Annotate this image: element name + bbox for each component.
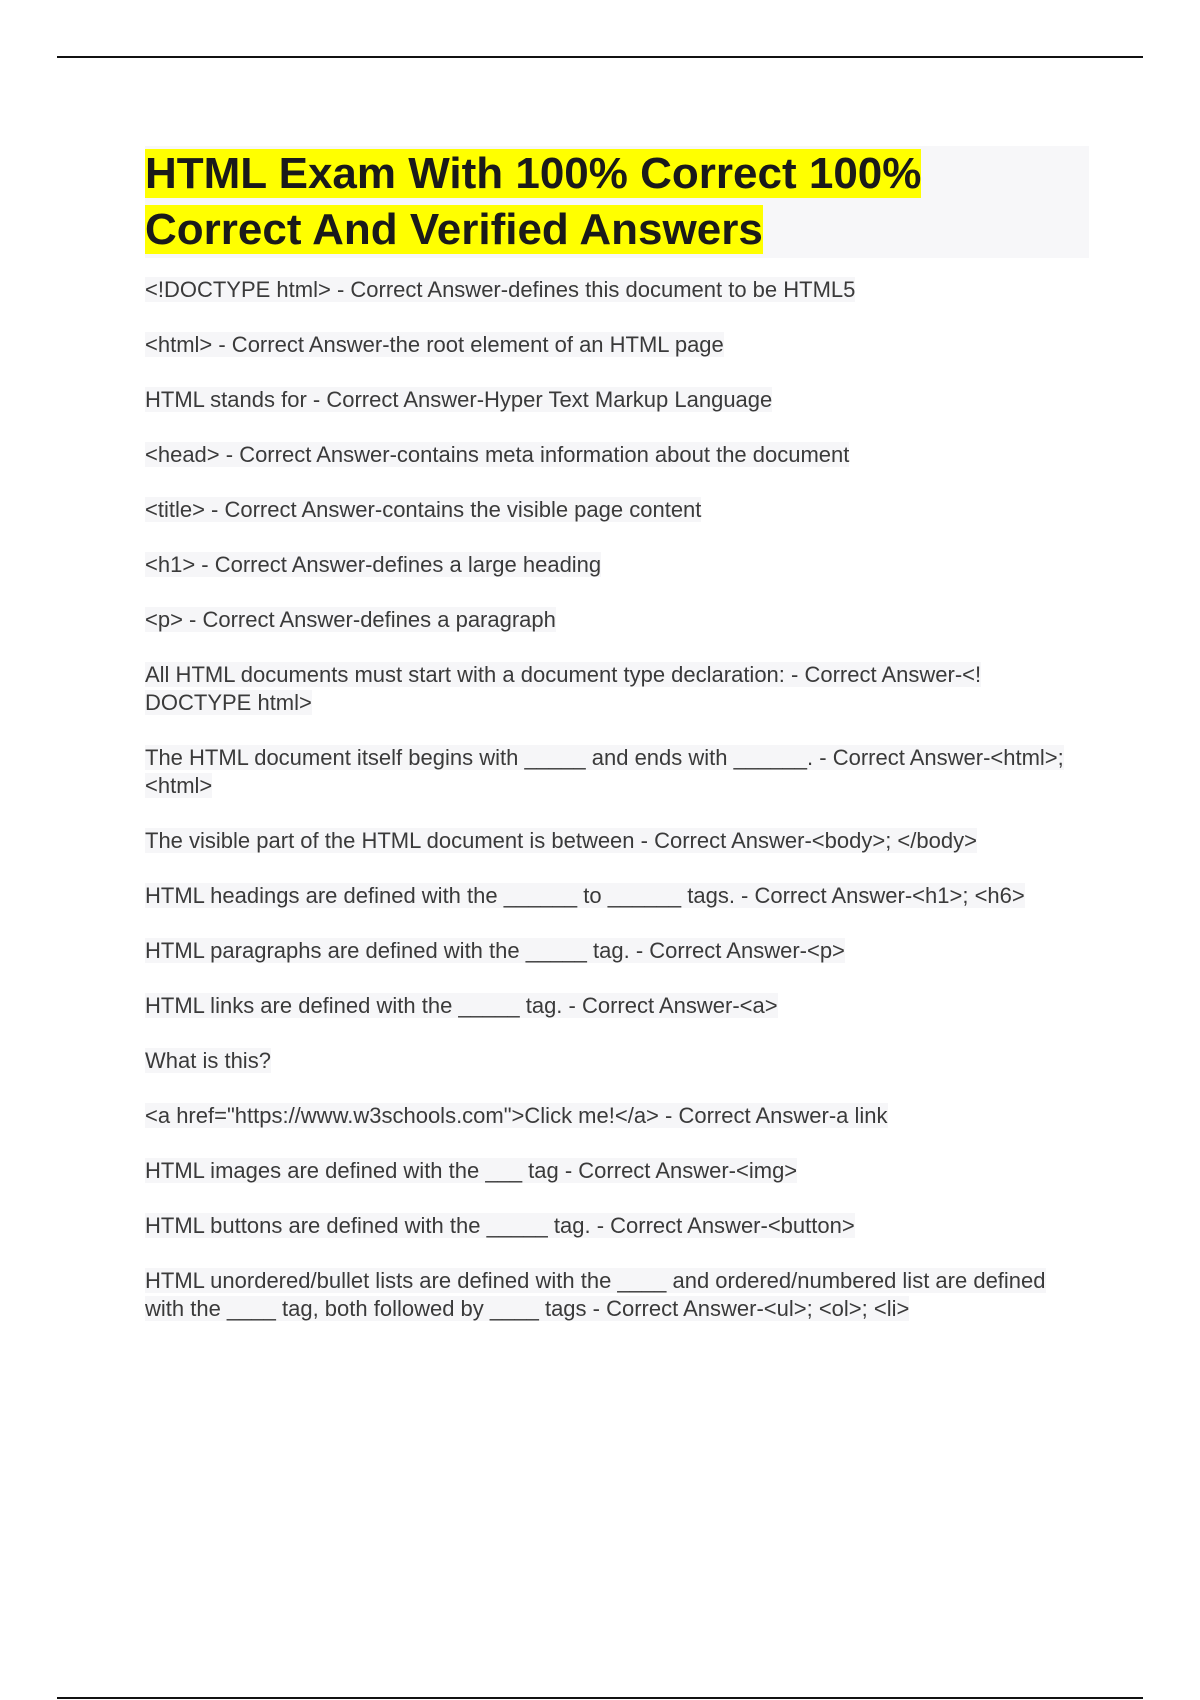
qa-item [145,827,1089,855]
qa-text: <!DOCTYPE html> - Correct Answer-defines this document to be HTML5 [145,277,856,302]
document-body [145,146,1089,1350]
qa-item [145,937,1089,965]
qa-text: HTML buttons are defined with the _____ tag. - Correct Answer-<button> [145,1213,855,1238]
qa-text: <html> - Correct Answer-the root element of an HTML page [145,332,724,357]
qa-text: HTML unordered/bullet lists are defined with the ____ and ordered/numbered list are defined with the ____ tag, both followed by ____ tags - Correct Answer-<ul>; <ol>; <li> [145,1268,1046,1321]
qa-item [145,992,1089,1020]
qa-text: The visible part of the HTML document is between - Correct Answer-<body>; </body> [145,828,977,853]
qa-item [145,1212,1089,1240]
qa-text: HTML images are defined with the ___ tag - Correct Answer-<img> [145,1158,798,1183]
qa-item [145,441,1089,469]
title-line-2: Correct And Verified Answers [145,205,763,254]
top-divider [57,56,1143,58]
qa-item [145,882,1089,910]
qa-text: All HTML documents must start with a document type declaration: - Correct Answer-<! DOCTYPE html> [145,662,982,715]
qa-text: <head> - Correct Answer-contains meta information about the document [145,442,850,467]
qa-item [145,331,1089,359]
qa-item [145,1157,1089,1185]
qa-text: The HTML document itself begins with _____ and ends with ______. - Correct Answer-<html>; <html> [145,745,1064,798]
qa-text: <h1> - Correct Answer-defines a large heading [145,552,602,577]
qa-text: HTML paragraphs are defined with the _____ tag. - Correct Answer-<p> [145,938,845,963]
qa-item [145,1102,1089,1130]
qa-item [145,496,1089,524]
qa-list [145,276,1089,1323]
qa-text: <a href="https://www.w3schools.com">Click me!</a> - Correct Answer-a link [145,1103,888,1128]
qa-text: <p> - Correct Answer-defines a paragraph [145,607,556,632]
qa-item [145,276,1089,304]
title-line-1: HTML Exam With 100% Correct 100% [145,149,922,198]
qa-text: HTML stands for - Correct Answer-Hyper Text Markup Language [145,387,773,412]
qa-item [145,606,1089,634]
qa-item [145,661,1089,717]
qa-item [145,1047,1089,1075]
title-block [145,146,1089,258]
qa-text: HTML links are defined with the _____ tag. - Correct Answer-<a> [145,993,778,1018]
qa-text: HTML headings are defined with the ______ to ______ tags. - Correct Answer-<h1>; <h6> [145,883,1025,908]
qa-item [145,551,1089,579]
qa-item [145,386,1089,414]
qa-item [145,1267,1089,1323]
qa-text: What is this? [145,1048,271,1073]
qa-item [145,744,1089,800]
document-title [145,146,1089,258]
qa-text: <title> - Correct Answer-contains the visible page content [145,497,702,522]
bottom-divider [57,1697,1143,1699]
